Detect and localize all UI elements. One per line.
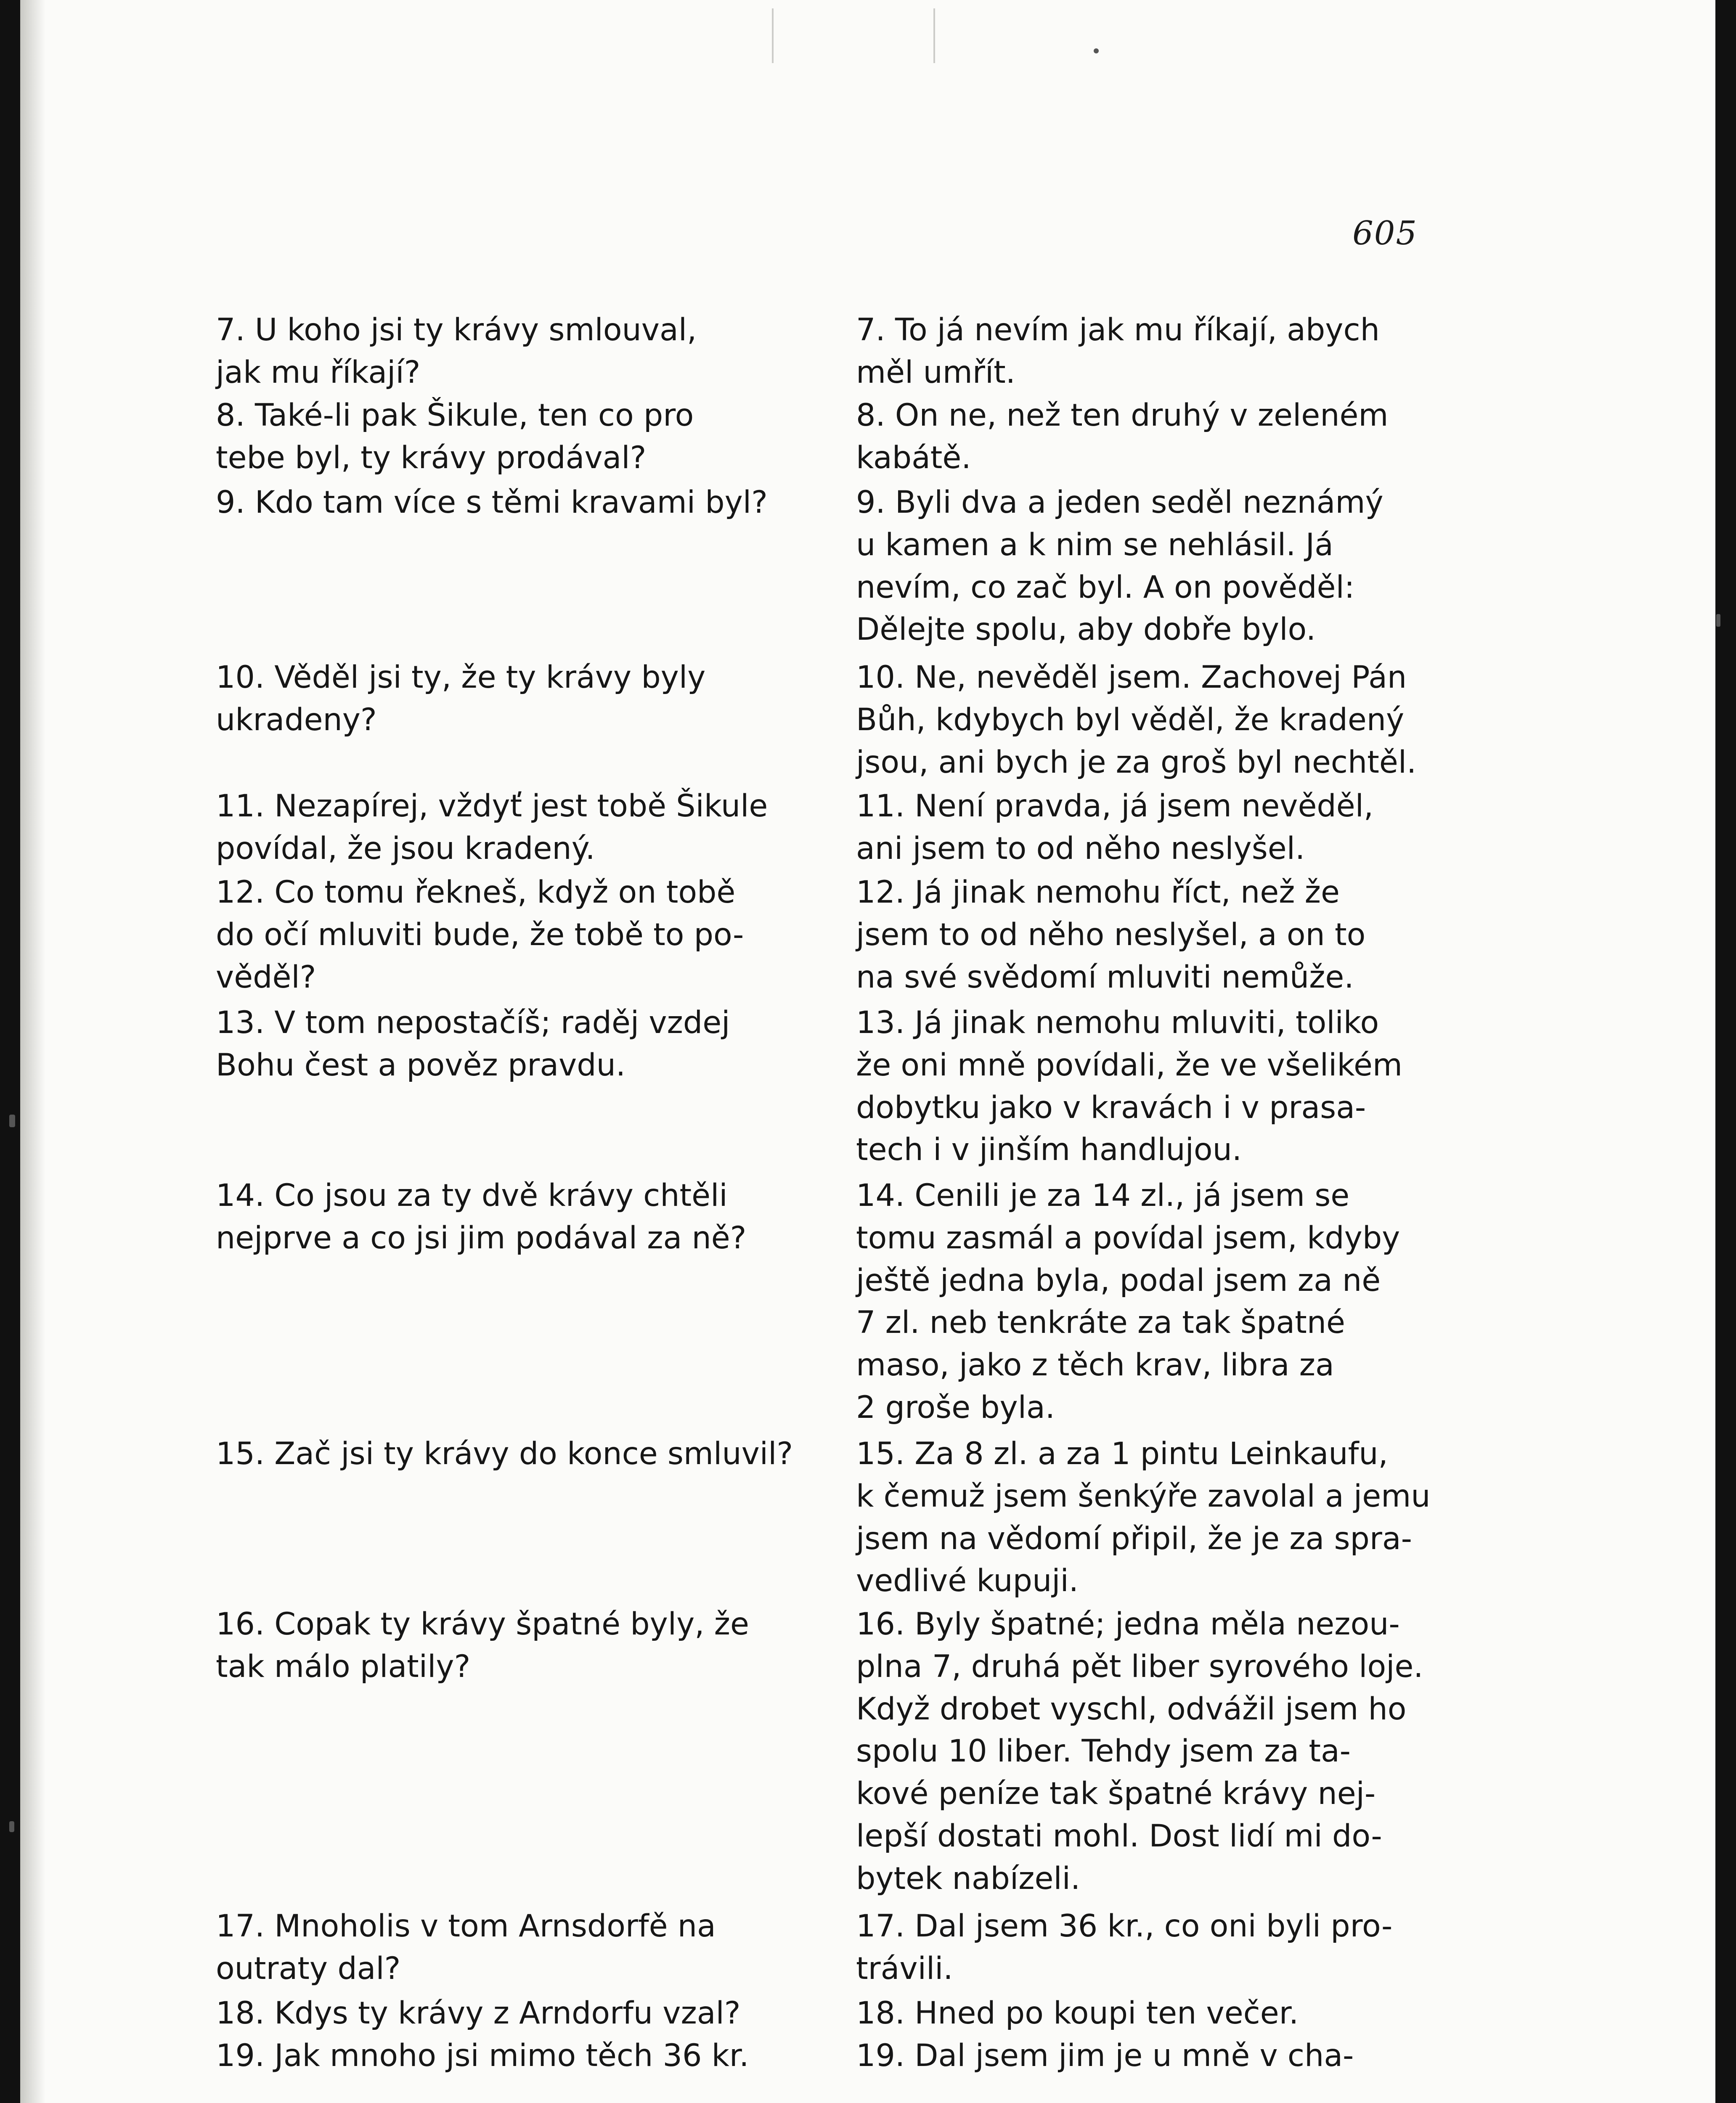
question-13 bbox=[216, 1002, 772, 1087]
scan-speck bbox=[9, 1821, 14, 1832]
text-line: ukradeny? bbox=[216, 702, 377, 738]
text-line: Dělejte spolu, aby dobře bylo. bbox=[856, 612, 1316, 648]
text-line: outraty dal? bbox=[216, 1950, 401, 1986]
answer-11 bbox=[856, 785, 1415, 870]
text-line: u kamen a k nim se nehlásil. Já bbox=[856, 527, 1333, 563]
text-line: nejprve a co jsi jim podával za ně? bbox=[216, 1220, 747, 1256]
text-line: 10. Ne, nevěděl jsem. Zachovej Pán bbox=[856, 660, 1407, 695]
text-line: 14. Cenili je za 14 zl., já jsem se bbox=[856, 1178, 1350, 1213]
text-line: 12. Já jinak nemohu říct, než že bbox=[856, 874, 1340, 910]
text-line: k čemuž jsem šenkýře zavolal a jemu bbox=[856, 1478, 1431, 1514]
question-12 bbox=[216, 871, 772, 999]
text-line: jsem na vědomí připil, že je za spra- bbox=[856, 1520, 1412, 1557]
answer-10 bbox=[856, 657, 1415, 784]
text-line: jsem to od něho neslyšel, a on to bbox=[856, 916, 1366, 953]
text-line: vedlivé kupuji. bbox=[856, 1563, 1079, 1599]
text-line: 8. On ne, než ten druhý v zeleném bbox=[856, 397, 1389, 433]
text-line: 18. Kdys ty krávy z Arndorfu vzal? bbox=[216, 1995, 741, 2031]
scan-speck bbox=[1716, 614, 1720, 627]
question-10 bbox=[216, 657, 772, 742]
question-7 bbox=[216, 309, 772, 394]
text-line: 7. To já nevím jak mu říkají, abych bbox=[856, 312, 1380, 348]
text-line: spolu 10 liber. Tehdy jsem za ta- bbox=[856, 1733, 1351, 1769]
text-line: 11. Není pravda, já jsem nevěděl, bbox=[856, 788, 1374, 824]
text-line: 9. Byli dva a jeden seděl neznámý bbox=[856, 485, 1383, 520]
text-line: tak málo platily? bbox=[216, 1648, 471, 1685]
answer-13 bbox=[856, 1002, 1415, 1171]
scan-speck bbox=[9, 1115, 15, 1127]
text-line: kové peníze tak špatné krávy nej- bbox=[856, 1776, 1376, 1812]
text-line: ani jsem to od něho neslyšel. bbox=[856, 830, 1305, 866]
text-line: 7. U koho jsi ty krávy smlouval, bbox=[216, 312, 697, 348]
question-9 bbox=[216, 482, 772, 524]
text-line: tomu zasmál a povídal jsem, kdyby bbox=[856, 1220, 1400, 1256]
answer-15 bbox=[856, 1433, 1431, 1602]
page-gutter-shadow bbox=[20, 0, 45, 2103]
text-line: 12. Co tomu řekneš, když on tobě bbox=[216, 874, 736, 910]
answer-7 bbox=[856, 309, 1415, 394]
answer-16 bbox=[856, 1603, 1423, 1900]
answer-12 bbox=[856, 871, 1415, 999]
answer-17 bbox=[856, 1905, 1415, 1990]
question-16 bbox=[216, 1603, 772, 1688]
text-line: Bůh, kdybych byl věděl, že kradený bbox=[856, 702, 1405, 738]
text-line: tech i v jinším handlujou. bbox=[856, 1132, 1242, 1168]
text-line: 13. Já jinak nemohu mluviti, toliko bbox=[856, 1005, 1379, 1041]
answer-19 bbox=[856, 2035, 1415, 2077]
text-line: měl umřít. bbox=[856, 354, 1016, 390]
question-14 bbox=[216, 1175, 772, 1260]
question-17 bbox=[216, 1905, 772, 1990]
text-line: kabátě. bbox=[856, 440, 971, 476]
question-15 bbox=[216, 1433, 793, 1475]
question-19 bbox=[216, 2035, 772, 2077]
text-line: lepší dostati mohl. Dost lidí mi do- bbox=[856, 1818, 1382, 1854]
text-line: povídal, že jsou kradený. bbox=[216, 830, 595, 866]
text-line: 19. Jak mnoho jsi mimo těch 36 kr. bbox=[216, 2038, 749, 2074]
text-line: jak mu říkají? bbox=[216, 354, 421, 390]
text-line: 10. Věděl jsi ty, že ty krávy byly bbox=[216, 660, 706, 695]
text-line: 18. Hned po koupi ten večer. bbox=[856, 1995, 1299, 2031]
text-line: 17. Mnoholis v tom Arnsdorfě na bbox=[216, 1908, 716, 1944]
answer-8 bbox=[856, 395, 1415, 479]
answer-18 bbox=[856, 1992, 1415, 2035]
text-line: do očí mluviti bude, že tobě to po- bbox=[216, 916, 744, 953]
text-line: věděl? bbox=[216, 959, 316, 995]
text-line: 15. Zač jsi ty krávy do konce smluvil? bbox=[216, 1436, 793, 1472]
text-line: 13. V tom nepostačíš; raděj vzdej bbox=[216, 1005, 730, 1041]
question-8 bbox=[216, 395, 772, 479]
text-line: ještě jedna byla, podal jsem za ně bbox=[856, 1262, 1381, 1298]
text-line: 16. Copak ty krávy špatné byly, že bbox=[216, 1606, 749, 1642]
text-line: 8. Také-li pak Šikule, ten co pro bbox=[216, 397, 694, 433]
page-number: 605 bbox=[1352, 215, 1418, 252]
binding-marks bbox=[772, 8, 935, 63]
text-line: 2 groše byla. bbox=[856, 1389, 1055, 1425]
text-line: 15. Za 8 zl. a za 1 pintu Leinkaufu, bbox=[856, 1436, 1388, 1472]
text-line: Bohu čest a pověz pravdu. bbox=[216, 1047, 626, 1083]
text-line: maso, jako z těch krav, libra za bbox=[856, 1347, 1334, 1383]
question-11 bbox=[216, 785, 772, 870]
text-line: tebe byl, ty krávy prodával? bbox=[216, 440, 647, 476]
text-line: plna 7, druhá pět liber syrového loje. bbox=[856, 1648, 1423, 1685]
answer-14 bbox=[856, 1175, 1415, 1429]
text-line: jsou, ani bych je za groš byl nechtěl. bbox=[856, 744, 1417, 780]
scan-speck bbox=[1094, 48, 1099, 53]
text-line: 7 zl. neb tenkráte za tak špatné bbox=[856, 1305, 1345, 1341]
text-line: 11. Nezapírej, vždyť jest tobě Šikule bbox=[216, 788, 768, 824]
text-line: nevím, co zač byl. A on pověděl: bbox=[856, 569, 1355, 605]
answer-9 bbox=[856, 482, 1415, 651]
text-line: bytek nabízeli. bbox=[856, 1860, 1081, 1896]
text-line: dobytku jako v kravách i v prasa- bbox=[856, 1089, 1366, 1126]
text-line: Když drobet vyschl, odvážil jsem ho bbox=[856, 1691, 1407, 1727]
question-18 bbox=[216, 1992, 772, 2035]
text-line: trávili. bbox=[856, 1950, 953, 1986]
text-line: 16. Byly špatné; jedna měla nezou- bbox=[856, 1606, 1400, 1642]
text-line: 14. Co jsou za ty dvě krávy chtěli bbox=[216, 1178, 728, 1213]
text-line: na své svědomí mluviti nemůže. bbox=[856, 959, 1354, 995]
text-line: 17. Dal jsem 36 kr., co oni byli pro- bbox=[856, 1908, 1393, 1944]
text-line: že oni mně povídali, že ve všelikém bbox=[856, 1047, 1403, 1083]
text-line: 19. Dal jsem jim je u mně v cha- bbox=[856, 2038, 1354, 2074]
text-line: 9. Kdo tam více s těmi kravami byl? bbox=[216, 485, 768, 520]
